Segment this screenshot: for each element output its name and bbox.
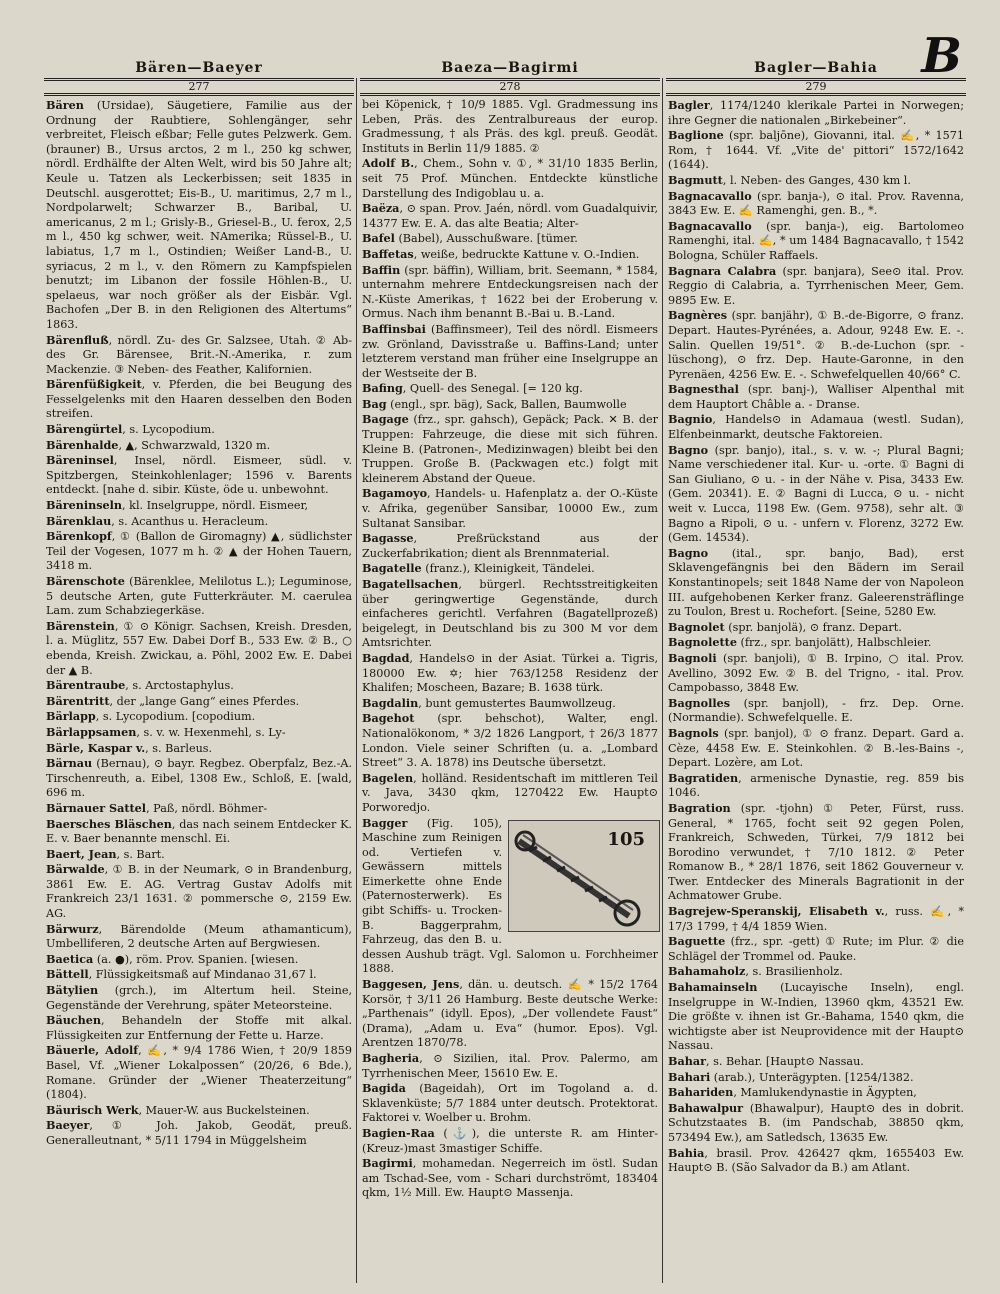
dictionary-entry <box>44 514 354 530</box>
entry-text: (arab.), Unterägypten. [1254/1382. <box>710 1070 914 1084</box>
entry-headword: Bagnols <box>668 725 719 740</box>
entry-text: , kl. Inselgruppe, nördl. Eismeer, <box>122 499 309 513</box>
entry-text: , ① B. in der Neumark, ⊙ in Brandenburg, 3861 Ew. E. AG. Vertrag Gustav Adolfs mit Frankreich 23/1 1631. ② pommersche ⊙, 2159 Ew. AG. <box>46 863 352 921</box>
entry-text: (spr. banjol), ① ⊙ franz. Depart. Gard a. Cèze, 4458 Ew. E. Steinkohlen. ② B.-les-Bains -, Depart. Lozère, am Lot. <box>668 726 964 770</box>
entry-text: , dän. u. deutsch. ✍ * 15/2 1764 Korsör, † 3/11 26 Hamburg. Beste deutsche Werke: „Parthenais“ (idyll. Epos), „Der vollendete Faust“ (Drama), „Adam u. Eva“ (humor. Epos). Vgl. Arentzen 1870/78. <box>362 978 658 1050</box>
entry-text: (spr. baljōne), Giovanni, ital. ✍, * 1571 Rom, † 1644. Vf. „Vite de' pittori“ 1572/1642 (1644). <box>668 129 964 172</box>
dictionary-entry <box>44 1118 354 1148</box>
dictionary-entry <box>44 983 354 1013</box>
dictionary-entry <box>666 635 966 651</box>
entry-headword: Bätylien <box>46 983 99 998</box>
entry-headword: Bärnau <box>46 756 93 771</box>
entry-text: , nördl. Zu- des Gr. Salzsee, Utah. ② Ab- des Gr. Bärensee, Brit.-N.-Amerika, r. zum Mackenzie. ③ Neben- des Feather, Kalifornien. <box>46 333 352 376</box>
entry-headword: Bäreninseln <box>46 498 123 513</box>
entry-headword: Baffinsbai <box>362 321 426 336</box>
entry-headword: Bättell <box>46 967 89 982</box>
dictionary-entry <box>44 1013 354 1043</box>
dictionary-entry <box>44 967 354 983</box>
entry-headword: Bärnauer Sattel <box>46 800 147 815</box>
entry-headword: Bäuchen <box>46 1013 102 1028</box>
entry-headword: Baggesen, Jens <box>362 977 460 992</box>
entry-text: (Bernau), ⊙ bayr. Regbez. Oberpfalz, Bez.-A. Tirschenreuth, a. Eibel, 1308 Ew., Schloß, E. [wald, 696 m. <box>46 757 352 800</box>
entry-text: , s. Bart. <box>116 847 165 861</box>
dictionary-entry <box>360 1126 660 1156</box>
entry-text: , Mamlukendynastie in Ägypten, <box>733 1086 917 1100</box>
entry-list <box>360 98 660 1201</box>
entry-text: , ① (Ballon de Giromagny) ▲, südlichster Teil der Vogesen, 1077 m h. ② ▲ der Hohen Tauern, 3418 m. <box>46 530 352 573</box>
dictionary-entry <box>360 977 660 1051</box>
running-header: Bagler—Bahia <box>754 60 878 76</box>
entry-text: , der „lange Gang“ eines Pferdes. <box>109 694 300 708</box>
dictionary-entry <box>44 1043 354 1102</box>
dictionary-entry <box>666 696 966 726</box>
column-divider <box>356 78 357 1283</box>
entry-text: , s. Behar. [Haupt⊙ Nassau. <box>705 1055 864 1068</box>
dictionary-entry <box>360 711 660 770</box>
entry-text: , ① Joh. Jakob, Geodät, preuß. Generalleutnant, * 5/11 1794 in Müggelsheim <box>46 1119 352 1147</box>
dictionary-entry <box>44 709 354 725</box>
entry-text: , ⊙ span. Prov. Jaén, nördl. vom Guadalquivir, 14377 Ew. E. A. das alte Beatia; Alter- <box>362 202 658 230</box>
dictionary-entry <box>666 219 966 264</box>
page-number: 278 <box>360 78 660 96</box>
entry-text: , ⊙ Sizilien, ital. Prov. Palermo, am Tyrrhenischen Meer, 15610 Ew. E. <box>362 1052 658 1080</box>
entry-text: , Behandeln der Stoffe mit alkal. Flüssigkeiten zur Entfernung der Fette u. Harze. <box>46 1014 352 1042</box>
entry-headword: Bagno <box>668 442 709 457</box>
entry-text: (engl., spr. bäg), Sack, Ballen, Baumwolle <box>386 397 627 411</box>
entry-text: , s. Acanthus u. Heracleum. <box>111 514 269 528</box>
dictionary-entry <box>666 308 966 382</box>
dictionary-entry <box>666 801 966 904</box>
dictionary-entry <box>44 694 354 710</box>
entry-text: (spr. banjo), ital., s. v. w. -; Plural Bagni; Name verschiedener ital. Kur- u. -orte. ① Bagni di San Giuliano, ⊙ u. - in der Nähe v. Pisa, 3433 Ew. (Gem. 20341). E. ② Bagni di Lucca, ⊙ u. - nicht weit v. Lucca, 1198 Ew. (Gem. 9758), sehr alt. ③ Bagno a Ripoli, ⊙ u. - unfern v. Florenz, 3272 Ew. (Gem. 14534). <box>668 443 964 545</box>
entry-headword: Bagdad <box>362 650 410 665</box>
entry-headword: Bäreninsel <box>46 453 114 468</box>
dictionary-entry <box>360 412 660 486</box>
entry-text: (spr. banj-), Walliser Alpenthal mit dem Hauptort Châble a. - Dranse. <box>668 383 964 411</box>
column-2 <box>360 58 660 1288</box>
entry-headword: Bagnacavallo <box>668 218 752 233</box>
entry-headword: Bagasse <box>362 531 414 546</box>
entry-text: , Flüssigkeitsmaß auf Mindanao 31,67 l. <box>88 968 317 982</box>
entry-headword: Bagnolette <box>668 635 737 650</box>
dictionary-entry <box>360 1156 660 1201</box>
entry-headword: Baffetas <box>362 246 414 261</box>
dictionary-entry <box>360 156 660 201</box>
entry-text: , bunt gemustertes Baumwollzeug. <box>418 696 616 710</box>
entry-headword: Bagratiden <box>668 770 739 785</box>
entry-headword: Bahariden <box>668 1085 734 1100</box>
dictionary-entry <box>666 771 966 801</box>
entry-text: , bürgerl. Rechtsstreitigkeiten über geringwertige Gegenstände, durch einfacheres gerichtl. Verfahren (Bagatellprozeß) beigelegt, in Deutschland bis zu 300 M vor dem Amtsrichter. <box>362 578 658 650</box>
entry-headword: Bärlappsamen <box>46 724 137 739</box>
dictionary-entry <box>44 741 354 757</box>
entry-headword: Bahar <box>668 1054 706 1068</box>
entry-headword: Bärenschote <box>46 574 125 588</box>
dictionary-entry <box>360 771 660 816</box>
entry-text: , 1174/1240 klerikale Partei in Norwegen; ihre Gegner die nationalen „Birkebeiner“. <box>668 99 964 127</box>
entry-headword: Bärle, Kaspar v. <box>46 740 146 755</box>
dictionary-entry <box>44 619 354 678</box>
entry-text: , Bärendolde (Meum athamanticum), Umbelliferen, 2 deutsche Arten auf Bergwiesen. <box>46 922 352 951</box>
dictionary-entry <box>44 98 354 333</box>
entry-headword: Bagnoli <box>668 650 717 665</box>
dictionary-entry <box>666 620 966 636</box>
dictionary-entry <box>44 952 354 968</box>
entry-text: , Quell- des Senegal. [= 120 kg. <box>402 382 583 396</box>
dictionary-entry <box>666 128 966 173</box>
dictionary-entry <box>360 1051 660 1081</box>
entry-headword: Bagnères <box>668 308 728 323</box>
entry-text: , s. Brasilienholz. <box>745 965 843 979</box>
entry-list <box>44 98 354 1149</box>
page-number: 279 <box>666 78 966 96</box>
entry-text: , mohamedan. Negerreich im östl. Sudan am Tschad-See, vom - Schari durchströmt, 183404 qkm, 1½ Mill. Ew. Haupt⊙ Massenja. <box>362 1157 658 1200</box>
dictionary-entry <box>44 756 354 801</box>
entry-headword: Bagration <box>668 800 731 815</box>
dictionary-entry <box>44 377 354 422</box>
entry-text: (spr. banjoli), ① B. Irpino, ○ ital. Prov. Avellino, 3092 Ew. ② B. del Trigno, - ital. Prov. Campobasso, 3848 Ew. <box>668 651 964 695</box>
entry-headword: Bäuerle, Adolf <box>46 1043 139 1058</box>
dictionary-entry <box>666 964 966 980</box>
dictionary-entry <box>666 1146 966 1176</box>
entry-text: (Babel), Ausschußware. [tümer. <box>394 232 578 246</box>
entry-headword: Bagheria <box>362 1051 420 1065</box>
entry-headword: Bagnolles <box>668 695 731 710</box>
column-divider <box>662 78 663 1283</box>
entry-text: , ① ⊙ Königr. Sachsen, Kreish. Dresden, l. a. Müglitz, 557 Ew. Dabei Dorf B., 533 Ew. ② B., ○ ebenda, Kreish. Zwickau, a. Pöhl, 2002 Ew. E. Dabei der ▲ B. <box>46 619 352 677</box>
entry-text: , Paß, nördl. Böhmer- <box>146 801 268 815</box>
dictionary-entry <box>360 397 660 413</box>
entry-text: (spr. banjolä), ⊙ franz. Depart. <box>724 620 902 634</box>
entry-headword: Bagnio <box>668 412 713 427</box>
entry-headword: Bagien-Raa <box>362 1125 435 1140</box>
entry-headword: Bafing <box>362 381 403 396</box>
dictionary-entry <box>666 1085 966 1101</box>
entry-text: , russ. ✍, * 17/3 1799, † 4/4 1859 Wien. <box>668 905 964 933</box>
entry-text: , Handels⊙ in Adamaua (westl. Sudan), Elfenbeinmarkt, deutsche Faktoreien. <box>668 413 964 442</box>
entry-text: , weiße, bedruckte Kattune v. O.-Indien. <box>413 247 640 261</box>
entry-text: (spr. banja-), ⊙ ital. Prov. Ravenna, 3843 Ew. E. ✍ Ramenghi, gen. B., *. <box>668 189 964 218</box>
entry-text: (a. ●), röm. Prov. Spanien. [wiesen. <box>93 952 299 966</box>
dictionary-entry <box>44 817 354 847</box>
entry-text: (frz., spr. gahsch), Gepäck; Pack. ✕ B. der Truppen: Fahrzeuge, die diese mit sich führen. Kleine B. (Patronen-, Medizinwagen) bleibt bei den Truppen. Große B. (Packwagen etc.) folgt mit kleinerem Abstand der Queue. <box>362 413 658 485</box>
entry-headword: Bärwurz <box>46 921 99 936</box>
entry-list <box>666 98 966 1176</box>
entry-headword: Baffin <box>362 262 401 277</box>
entry-headword: Bahari <box>668 1069 711 1084</box>
entry-text: , ▲, Schwarzwald, 1320 m. <box>118 438 271 452</box>
dictionary-entry <box>360 381 660 397</box>
entry-text: (spr. banjara), See⊙ ital. Prov. Reggio di Calabria, a. Tyrrhenischen Meer, Gem. 9895 Ew. E. <box>668 264 964 307</box>
dictionary-entry <box>360 263 660 322</box>
dictionary-entry <box>360 651 660 696</box>
dictionary-entry <box>360 247 660 263</box>
column-1 <box>44 58 354 1288</box>
entry-text: , Preßrückstand aus der Zuckerfabrikation; dient als Brennmaterial. <box>362 532 658 560</box>
entry-headword: Baersches Bläschen <box>46 816 172 831</box>
entry-text: , ✍, * 9/4 1786 Wien, † 20/9 1859 Basel, Vf. „Wiener Lokalpossen“ (20/26, 6 Bde.), Romane. Gründer der „Wiener Theaterzeitung“ (1804). <box>46 1044 352 1102</box>
dictionary-entry <box>360 577 660 651</box>
entry-headword: Bahawalpur <box>668 1100 744 1115</box>
dictionary-entry <box>44 333 354 378</box>
entry-text: (grch.), im Altertum heil. Steine, Gegenstände der Verehrung, später Meteorsteine. <box>46 984 352 1012</box>
entry-headword: Bärenklau <box>46 513 112 528</box>
entry-headword: Bärentritt <box>46 693 110 708</box>
dictionary-entry <box>666 1070 966 1086</box>
dictionary-entry <box>360 561 660 577</box>
dictionary-entry <box>666 98 966 128</box>
dictionary-entry <box>44 498 354 514</box>
entry-headword: Bagida <box>362 1081 406 1096</box>
dictionary-entry <box>44 725 354 741</box>
entry-headword: Bahamaholz <box>668 964 746 979</box>
dictionary-entry <box>666 1101 966 1146</box>
entry-text: (spr. banjoll), - frz. Dep. Orne. (Normandie). Schwefelquelle. E. <box>668 696 964 725</box>
dictionary-entry <box>666 382 966 412</box>
entry-text: (spr. bäffin), William, brit. Seemann, * 1584, unternahm mehrere Entdeckungsreisen nach der N.-Küste Amerikas, † 1622 bei der Eroberung v. Ormus. Nach ihm benannt B.-Bai u. B.-Land. <box>362 263 658 321</box>
entry-text: bei Köpenick, † 10/9 1885. Vgl. Gradmessung ins Leben, Präs. des Zentralbureaus der europ. Gradmessung, † als Präs. des kgl. preuß. Geodät. Instituts in Berlin 11/9 1885. ② <box>362 98 658 155</box>
entry-headword: Bärenkopf <box>46 529 112 544</box>
entry-headword: Bagno <box>668 545 709 560</box>
entry-headword: Baeyer <box>46 1118 90 1133</box>
entry-headword: Bärenfluß <box>46 332 109 347</box>
entry-headword: Bagnesthal <box>668 382 739 397</box>
figure-dredger <box>508 820 660 932</box>
entry-headword: Bärwalde <box>46 862 105 877</box>
entry-headword: Baglione <box>668 128 724 143</box>
entry-text: (Lucayische Inseln), engl. Inselgruppe in W.-Indien, 13960 qkm, 43521 Ew. Die größte v. ihnen ist Gr.-Bahama, 1540 qkm, die wichtigste aber ist Neuprovidence mit der Haupt⊙ Nassau. <box>668 981 964 1053</box>
dictionary-entry <box>666 1054 966 1070</box>
dictionary-entry <box>44 922 354 952</box>
dictionary-entry <box>360 531 660 561</box>
entry-text: (ital., spr. banjo, Bad), erst Sklavengefängnis bei den Bädern im Serail Konstantinopels; seit 1848 Name der von Napoleon III. aufgehobenen Kerker franz. Galeerensträflinge zu Toulon, Brest u. Rochefort. [Seine, 5280 Ew. <box>668 546 964 619</box>
entry-text: (franz.), Kleinigkeit, Tändelei. <box>421 562 595 576</box>
entry-headword: Bagnacavallo <box>668 188 752 203</box>
entry-headword: Bagger <box>362 815 408 830</box>
dictionary-entry <box>44 801 354 817</box>
entry-headword: Bagatellsachen <box>362 577 459 591</box>
running-header: Baeza—Bagirmi <box>441 60 579 76</box>
entry-headword: Baëza <box>362 201 400 216</box>
entry-headword: Bag <box>362 396 387 411</box>
dictionary-entry <box>666 412 966 442</box>
dictionary-entry <box>360 486 660 531</box>
dictionary-entry <box>666 189 966 219</box>
dictionary-entry <box>44 678 354 694</box>
entry-text: , l. Neben- des Ganges, 430 km l. <box>722 173 911 187</box>
entry-headword: Bahia <box>668 1145 705 1160</box>
entry-headword: Bagnolet <box>668 619 725 634</box>
entry-headword: Bagnara Calabra <box>668 263 777 278</box>
page-number: 277 <box>44 78 354 96</box>
entry-headword: Baetica <box>46 951 94 966</box>
entry-headword: Bären <box>46 98 84 112</box>
entry-text: (Bärenklee, Melilotus L.); Leguminose, 5 deutsche Arten, gute Futterkräuter. M. caerulea Lam. zum Schabziegerkäse. <box>46 575 352 618</box>
entry-headword: Bagdalin <box>362 695 419 710</box>
entry-headword: Bagage <box>362 412 409 427</box>
dictionary-entry <box>360 231 660 247</box>
dictionary-entry <box>44 1103 354 1119</box>
entry-headword: Baguette <box>668 934 726 949</box>
figure-number: 105 <box>607 828 645 850</box>
entry-text: (Bageidah), Ort im Togoland a. d. Sklavenküste; 5/7 1884 unter deutsch. Protektorat. Faktorei v. Woelber u. Brohm. <box>362 1082 658 1125</box>
entry-headword: Bärenstein <box>46 618 115 633</box>
dictionary-entry <box>666 904 966 934</box>
entry-text: (frz., spr. -gett) ① Rute; im Plur. ② die Schlägel der Trommel od. Pauke. <box>668 935 964 963</box>
dictionary-entry <box>666 726 966 771</box>
entry-text: (Fig. 105), Maschine zum Reinigen od. Vertiefen v. Gewässern mittels Eimerkette ohne Ende (Paternosterwerk). Es gibt Schiffs- u. Trocken-B. Baggerprahm, Fahrzeug, das den B. u. dessen Aushub trägt. Vgl. Salomon u. Forchheimer 1888. <box>362 816 658 976</box>
entry-text: , Insel, nördl. Eismeer, südl. v. Spitzbergen, Steinkohlenlager; 1596 v. Barents entdeckt. [nahe d. sibir. Küste, öde u. unbewohnt. <box>46 454 352 497</box>
dictionary-entry <box>44 453 354 498</box>
entry-headword: Bagler <box>668 98 710 112</box>
dictionary-entry <box>44 529 354 574</box>
dictionary-entry <box>666 173 966 189</box>
entry-text: , das nach seinem Entdecker K. E. v. Baer benannte menschl. Ei. <box>46 817 352 846</box>
entry-text: (spr. -tjohn) ① Peter, Fürst, russ. General, * 1765, focht seit 92 gegen Polen, Frankreich, Schweden, Türkei, 7/9 1812 bei Borodino verwundet, † 7/10 1812. ② Peter Romanow B., * 28/1 1876, seit 1862 Gouverneur v. Twer. Entdecker des Minerals Bagrationit in der Achmatower Grube. <box>668 801 964 903</box>
dictionary-entry <box>666 934 966 964</box>
entry-text: , holländ. Residentschaft im mittleren Teil v. Java, 3430 qkm, 1270422 Ew. Haupt⊙ Porworedjo. <box>362 771 658 814</box>
entry-text: , Mauer-W. aus Buckelsteinen. <box>138 1103 310 1117</box>
entry-text: , s. Arctostaphylus. <box>125 679 234 693</box>
dictionary-entry <box>666 980 966 1054</box>
entry-text: (frz., spr. banjolätt), Halbschleier. <box>736 636 932 650</box>
column-3 <box>666 58 966 1288</box>
entry-headword: Bärlapp <box>46 709 96 724</box>
dictionary-entry <box>360 98 660 156</box>
entry-text: (⚓), die unterste R. am Hinter- (Kreuz-)mast 3mastiger Schiffe. <box>362 1126 658 1155</box>
entry-text: (spr. banja-), eig. Bartolomeo Ramenghi, ital. ✍, * um 1484 Bagnacavallo, † 1542 Bologna, Schüler Raffaels. <box>668 219 964 262</box>
dictionary-entry <box>44 438 354 454</box>
dictionary-entry <box>360 201 660 231</box>
dictionary-entry <box>44 862 354 921</box>
entry-text: (spr. behschot), Walter, engl. Nationalökonom, * 3/2 1826 Langport, † 26/3 1877 London. Viele seiner Schriften (u. a. „Lombard Street“ 3. A. 1878) ins Deutsche übersetzt. <box>362 712 658 770</box>
entry-headword: Bärentraube <box>46 678 126 693</box>
dictionary-entry <box>666 546 966 620</box>
dictionary-entry <box>360 1081 660 1126</box>
entry-headword: Bagelen <box>362 770 414 785</box>
entry-headword: Bahamainseln <box>668 980 758 995</box>
entry-text: , s. v. w. Hexenmehl, s. Ly- <box>136 725 286 739</box>
entry-text: , s. Lycopodium. [copodium. <box>95 710 256 724</box>
entry-headword: Bäurisch Werk <box>46 1102 139 1117</box>
entry-text: (Baffinsmeer), Teil des nördl. Eismeers zw. Grönland, Davisstraße u. Baffins-Land; unter letzterem verstand man früher eine Inselgruppe an der Westseite der B. <box>362 322 658 380</box>
entry-headword: Bafel <box>362 231 395 246</box>
entry-text: , Handels⊙ in der Asiat. Türkei a. Tigris, 180000 Ew. ✡; hier 763/1258 Residenz der Khalifen; Moscheen, Bazare; B. 1638 türk. <box>362 651 658 695</box>
dictionary-entry <box>360 696 660 712</box>
entry-headword: Bärengürtel <box>46 422 123 437</box>
entry-text: (spr. banjähr), ① B.-de-Bigorre, ⊙ franz. Depart. Hautes-Pyrénées, a. Adour, 9248 Ew. E. -. Salin. Quellen 19/51°. ② B.-de-Luchon (spr. -lüschong), ⊙ frz. Dep. Haute-Garonne, in den Pyrenäen, 4256 Ew. E. -. Schwefelquellen 40/66° C. <box>668 309 964 381</box>
entry-headword: Bagirmi <box>362 1156 413 1171</box>
entry-text: , brasil. Prov. 426427 qkm, 1655403 Ew. Haupt⊙ B. (São Salvador da B.) am Atlant. <box>668 1146 964 1175</box>
entry-headword: Adolf B. <box>362 156 415 171</box>
dictionary-entry <box>666 264 966 309</box>
entry-headword: Bärenfüßigkeit <box>46 377 142 392</box>
entry-headword: Bärenhalde <box>46 437 119 452</box>
dictionary-entry <box>44 847 354 863</box>
entry-text: , s. Barleus. <box>145 741 213 755</box>
dictionary-entry <box>666 651 966 696</box>
entry-headword: Bagamoyo <box>362 486 428 501</box>
entry-text: , armenische Dynastie, reg. 859 bis 1046. <box>668 771 964 800</box>
running-header: Bären—Baeyer <box>135 60 263 76</box>
entry-text: (Bhawalpur), Haupt⊙ des in dobrit. Schutzstaates B. (im Pandschab, 38850 qkm, 573494 Ew.), am Satledsch, 13635 Ew. <box>668 1101 964 1144</box>
entry-headword: Bagmutt <box>668 172 723 187</box>
entry-text: , v. Pferden, die bei Beugung des Fesselgelenks mit den Haaren desselben den Boden streifen. <box>46 378 352 421</box>
entry-text: (Ursidae), Säugetiere, Familie aus der Ordnung der Raubtiere, Sohlengänger, sehr verbreitet, Fleisch eßbar; Felle gutes Pelzwerk. Gem. (brauner) B., Ursus arctos, 2 m l., 250 kg schwer, nördl. Erdhälfte der Alten Welt, wird bis 50 Jahre alt; Keule u. Tatzen als Leckerbissen; seit 1835 in Deutschl. ausgerottet; Eis-B., U. maritimus, 2,7 m l., Nordpolarwelt; Schwarzer B., Baribal, U. americanus, 2 m l.; Grisly-B., Griesel-B., U. ferox, 2,5 m l., 450 kg schwer, weit. NAmerika; Rüssel-B., U. labiatus, 1,7 m l., Ostindien; Weißer Land-B., U. syriacus, 2 m l., v. den Römern zu Kampfspielen benutzt; im Libanon der fossile Höhlen-B., U. spelaeus, war noch größer als der Eisbär. Vgl. Bachofen „Der B. in den Religionen des Altertums“ 1863. <box>46 99 352 331</box>
dictionary-entry <box>44 574 354 619</box>
entry-text: , Handels- u. Hafenplatz a. der O.-Küste v. Afrika, gegenüber Sansibar, 10000 Ew., zum Sultanat Sansibar. <box>362 487 658 530</box>
entry-text: , Chem., Sohn v. ①, * 31/10 1835 Berlin, seit 75 Prof. München. Entdeckte künstliche Darstellung des Indigoblau u. a. <box>362 157 659 200</box>
dictionary-entry <box>360 322 660 381</box>
entry-headword: Bagehot <box>362 711 415 726</box>
dictionary-entry <box>666 443 966 546</box>
entry-headword: Bagrejew-Speranskij, Elisabeth v. <box>668 904 885 919</box>
entry-headword: Baert, Jean <box>46 846 117 861</box>
entry-text: , s. Lycopodium. <box>122 423 215 437</box>
dictionary-entry <box>44 422 354 438</box>
section-letter: B <box>921 28 962 84</box>
entry-headword: Bagatelle <box>362 561 422 576</box>
